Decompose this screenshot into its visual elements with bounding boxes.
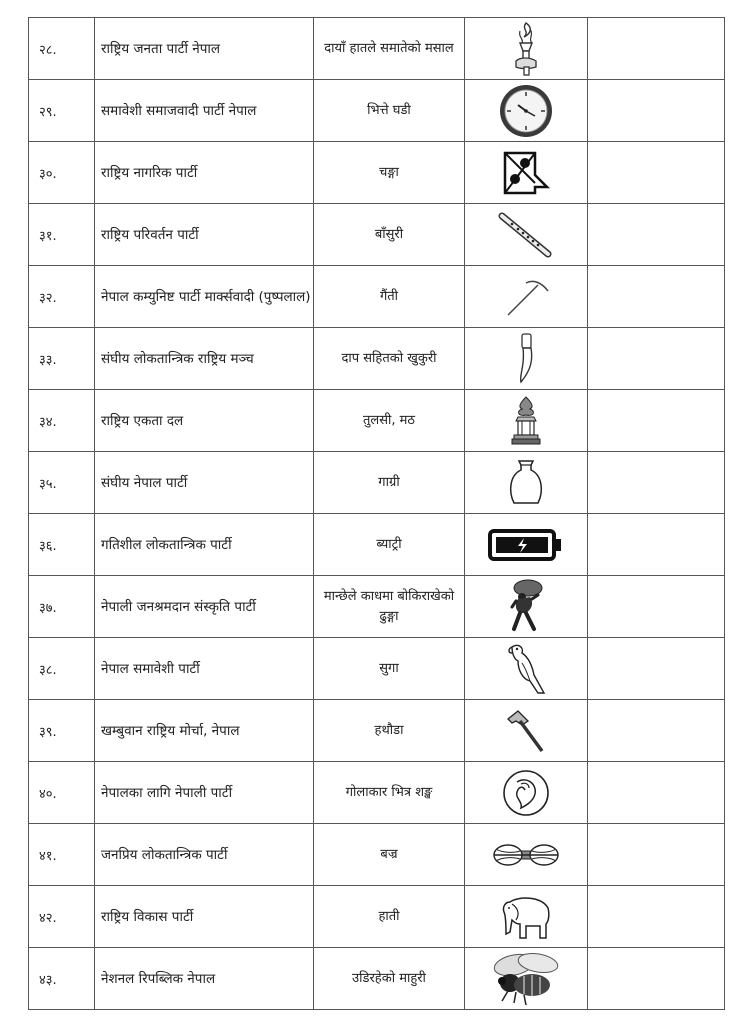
party-name: जनप्रिय लोकतान्त्रिक पार्टी: [95, 824, 314, 886]
symbol-name: तुलसी, मठ: [314, 390, 465, 452]
row-number: ३८.: [29, 638, 95, 700]
symbol-name: गाग्री: [314, 452, 465, 514]
pickaxe-icon: [500, 275, 552, 319]
conch-in-circle-icon: [501, 768, 551, 818]
table-row: [29, 576, 725, 638]
table-row: [29, 266, 725, 328]
symbol-name: ब्याट्री: [314, 514, 465, 576]
symbol-name: चङ्गा: [314, 142, 465, 204]
row-number: ४०.: [29, 762, 95, 824]
battery-icon: [488, 527, 564, 563]
row-number: ३९.: [29, 700, 95, 762]
party-name: राष्ट्रिय विकास पार्टी: [95, 886, 314, 948]
torch-icon: [506, 21, 546, 77]
symbol-name: गैंती: [314, 266, 465, 328]
table-row: [29, 948, 725, 1010]
table-row: [29, 204, 725, 266]
hammer-icon: [504, 707, 548, 755]
symbol-name: हाती: [314, 886, 465, 948]
table-row: [29, 638, 725, 700]
party-name: नेपाली जनश्रमदान संस्कृति पार्टी: [95, 576, 314, 638]
row-number: ३३.: [29, 328, 95, 390]
row-number: ३२.: [29, 266, 95, 328]
table-row: [29, 886, 725, 948]
water-pot-icon: [506, 457, 546, 509]
table-row: [29, 824, 725, 886]
row-number: ३१.: [29, 204, 95, 266]
man-carrying-stone-icon: [504, 579, 548, 635]
symbol-name: बाँसुरी: [314, 204, 465, 266]
party-name: राष्ट्रिय नागरिक पार्टी: [95, 142, 314, 204]
tulsi-math-icon: [506, 395, 546, 447]
symbol-name: बज्र: [314, 824, 465, 886]
parrot-icon: [504, 641, 548, 697]
party-name: राष्ट्रिय एकता दल: [95, 390, 314, 452]
symbol-name: हथौडा: [314, 700, 465, 762]
party-name: नेपाल समावेशी पार्टी: [95, 638, 314, 700]
row-number: ३५.: [29, 452, 95, 514]
table-row: [29, 80, 725, 142]
party-name: नेपाल कम्युनिष्ट पार्टी मार्क्सवादी (पुष्पलाल): [95, 266, 314, 328]
flying-bee-icon: [488, 951, 564, 1007]
symbol-name: भित्ते घडी: [314, 80, 465, 142]
party-name: संघीय लोकतान्त्रिक राष्ट्रिय मञ्च: [95, 328, 314, 390]
flute-icon: [496, 210, 556, 260]
party-name: राष्ट्रिय जनता पार्टी नेपाल: [95, 18, 314, 80]
symbol-name: उडिरहेको माहुरी: [314, 948, 465, 1010]
row-number: ३६.: [29, 514, 95, 576]
elephant-icon: [496, 892, 556, 942]
table-row: [29, 142, 725, 204]
wall-clock-icon: [498, 83, 554, 139]
table-row: [29, 390, 725, 452]
vajra-icon: [490, 839, 562, 871]
row-number: ४१.: [29, 824, 95, 886]
kite-icon: [501, 149, 551, 197]
party-name: नेशनल रिपब्लिक नेपाल: [95, 948, 314, 1010]
party-name: खम्बुवान राष्ट्रिय मोर्चा, नेपाल: [95, 700, 314, 762]
table-row: [29, 514, 725, 576]
row-number: २८.: [29, 18, 95, 80]
row-number: ४२.: [29, 886, 95, 948]
table-row: [29, 452, 725, 514]
row-number: ३७.: [29, 576, 95, 638]
table-row: [29, 18, 725, 80]
khukuri-icon: [511, 332, 541, 386]
row-number: ३०.: [29, 142, 95, 204]
symbol-name: दायाँ हातले समातेको मसाल: [314, 18, 465, 80]
symbol-name: सुगा: [314, 638, 465, 700]
symbol-name: दाप सहितको खुकुरी: [314, 328, 465, 390]
table-row: [29, 762, 725, 824]
row-number: ३४.: [29, 390, 95, 452]
row-number: २९.: [29, 80, 95, 142]
party-name: राष्ट्रिय परिवर्तन पार्टी: [95, 204, 314, 266]
table-row: [29, 328, 725, 390]
symbol-name: गोलाकार भित्र शङ्ख: [314, 762, 465, 824]
party-name: गतिशील लोकतान्त्रिक पार्टी: [95, 514, 314, 576]
row-number: ४३.: [29, 948, 95, 1010]
party-name: समावेशी समाजवादी पार्टी नेपाल: [95, 80, 314, 142]
party-name: संघीय नेपाल पार्टी: [95, 452, 314, 514]
party-name: नेपालका लागि नेपाली पार्टी: [95, 762, 314, 824]
party-symbol-table: [28, 17, 725, 1010]
symbol-name: मान्छेले काधमा बोकिराखेको ढुङ्गा: [314, 576, 465, 638]
table-row: [29, 700, 725, 762]
